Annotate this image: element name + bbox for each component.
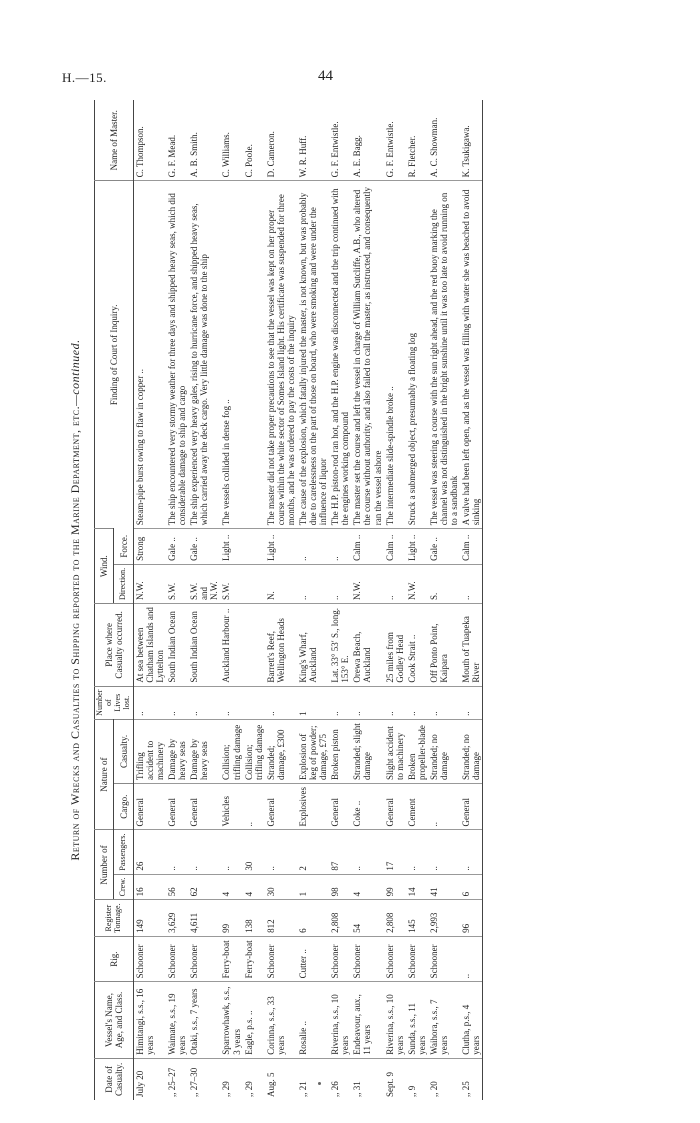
table-row [351,100,383,1100]
cell-passengers: .. [188,830,220,874]
cell-date: ,, 20 [428,1058,460,1100]
cell-force: Gale .. [428,529,460,565]
header-wind: Wind. [95,529,114,604]
cell-cargo: Coke .. [351,783,383,830]
cell-cargo: General [188,783,220,830]
cell-vessel: Waimate, s.s., 19 years [166,982,188,1058]
cell-master: C. Williams. [221,132,232,178]
cell-place: At sea between Chatham Islands and Lyttelton [133,604,166,687]
cell-rig: Ferry-boat [220,936,242,982]
cell-rig: Schooner [188,936,220,982]
cell-passengers: .. [428,830,460,874]
table-row [297,100,329,1100]
table-row [329,100,351,1100]
cell-master: W. R. Huff. [297,135,308,178]
cell-vessel: Riverina, s.s., 10 years [329,982,351,1058]
cell-finding: The ship encountered very stormy weather for three days and shipped heavy seas, which did considerable damage to ship and cargo [166,181,188,529]
cell-finding: The intermediate slide-spindle broke .. [384,181,406,529]
table-row [166,100,188,1100]
cell-cargo: Explosives [297,783,329,830]
header-number-of: Number of [95,830,114,900]
table-row [406,100,428,1100]
cell-lives: .. [188,686,220,719]
cell-force: Gale .. [166,529,188,565]
cell-place: South Indian Ocean [188,604,220,687]
cell-date: Aug. 5 [265,1058,297,1100]
table-row [384,100,406,1100]
cell-finding: The vessel was steering a course with the sun right ahead, and the red buoy marking the channel was not distinguished in the bright sunshine until it was too late to avoid running on to a sandbank [428,181,460,529]
cell-master: K. Tsukigawa. [460,100,483,181]
cell-vessel: Waihora, s.s., 7 years [428,982,460,1058]
cell-direction: .. [460,564,483,603]
cell-crew: 4 [243,874,265,900]
cell-tonnage: 2,993 [428,900,460,936]
cell-force: Calm .. [384,529,406,565]
page-mark [318,1082,321,1085]
table-row [188,100,220,1100]
cell-crew: 41 [428,874,460,900]
cell-place [243,604,265,687]
cell-place: Lat. 33° 53′ S., long. 153° E. [329,604,351,687]
cell-cargo: Cement [406,783,428,830]
cell-force: Light .. [406,529,428,565]
cell-casualty: Trifling accident to machinery [133,719,166,783]
cell-vessel: Sunda, s.s., 11 years [406,982,428,1058]
cell-finding: The cause of the explosion, which fatally injured the master, is not known, but was probably due to carelessness on the part of those on board, who were smoking and were under the influence of liquor [297,181,329,529]
cell-direction: S. [428,564,460,603]
cell-vessel: Eagle, p.s. .. [243,982,265,1058]
cell-crew: 4 [351,874,383,900]
cell-master: C. Thompson. [134,126,145,178]
cell-rig: Schooner [166,936,188,982]
cell-crew: 14 [406,874,428,900]
cell-crew: 1 [297,874,329,900]
cell-cargo: General [133,783,166,830]
cell-tonnage: 812 [265,900,297,936]
header-tonnage: Register Tonnage. [95,900,134,936]
cell-tonnage: 4,611 [188,900,220,936]
cell-passengers: .. [406,830,428,874]
cell-finding: A valve had been left open, and as the vessel was filling with water she was beached to avoid sinking [460,181,483,529]
cell-vessel: Endeavour, aux., 11 years [351,982,383,1058]
cell-lives: .. [220,686,242,719]
cell-casualty: Slight accident to machinery [384,719,406,783]
header-passengers: Passengers. [114,830,133,874]
header-direction: Direction. [114,564,133,603]
header-rig: Rig. [95,936,134,982]
cell-crew: 62 [188,874,220,900]
header-finding: Finding of Court of Inquiry. [95,181,134,529]
header-crew: Crew. [114,874,133,900]
cell-cargo: .. [428,783,460,830]
cell-date: ,, 21 [297,1058,329,1100]
cell-casualty: Broken propeller-blade [406,719,428,783]
cell-direction: S.W. [220,564,242,603]
cell-place: Mouth of Tuapeka River [460,604,483,687]
table-row [460,100,483,1100]
cell-master: G. F. Entwistle. [330,121,341,178]
page-id: H.—15. [62,70,107,85]
table-title: Return of Wrecks and Casualties to Shipping reported to the Marine Department, etc.—continued. [68,339,82,861]
cell-crew: 16 [133,874,166,900]
cell-finding: The ship experienced very heavy gales, rising to hurricane force, and shipped heavy seas, which carried away the deck cargo. Very little damage was done to the ship [188,181,220,529]
cell-master: A. E. Bagg. [352,135,363,178]
cell-direction: N.W. [133,564,166,603]
cell-date: ,, 29 [243,1058,265,1100]
cell-vessel: Corinna, s.s., 33 years [265,982,297,1058]
cell-master: D. Cameron. [265,131,276,178]
cell-lives: .. [428,686,460,719]
cell-date: ,, 25 [460,1058,483,1100]
cell-direction: .. [384,564,406,603]
cell-place: Barrett's Reef, Wellington Heads [265,604,297,687]
cell-passengers: .. [265,830,297,874]
cell-master: C. Poole. [243,144,254,178]
cell-cargo: General [265,783,297,830]
cell-master: A. B. Smith. [189,132,200,178]
cell-rig: Schooner [428,936,460,982]
cell-date: Sept. 9 [384,1058,406,1100]
cell-lives [243,686,265,719]
cell-direction: N.W. [351,564,383,603]
cell-passengers: 87 [329,830,351,874]
cell-place: Auckland Harbour .. [220,604,242,687]
cell-master: G. F. Entwistle. [384,121,395,178]
table-row [133,100,166,1100]
cell-force: Light .. [220,529,242,565]
cell-tonnage: 3,629 [166,900,188,936]
cell-vessel: Riverina, s.s., 10 years [384,982,406,1058]
cell-passengers: 17 [384,830,406,874]
cell-casualty: Damage by heavy seas [188,719,220,783]
cell-tonnage: 99 [220,900,242,936]
cell-tonnage: 2,808 [329,900,351,936]
cell-passengers: .. [460,830,483,874]
cell-passengers: 2 [297,830,329,874]
cell-direction [243,564,265,603]
cell-place: Orewa Beach, Auckland [351,604,383,687]
header-master: Name of Master. [95,100,134,181]
cell-date: ,, 26 [329,1058,351,1100]
cell-place: Off Ponto Point, Kaipara [428,604,460,687]
cell-finding: The H.P. piston-rod ran hot, and the H.P. engine was disconnected and the trip continued with the engines working compound [329,181,351,529]
cell-date: ,, 29 [220,1058,242,1100]
cell-cargo: General [166,783,188,830]
cell-casualty: Explosion of keg of powder; damage, £75 [297,719,329,783]
cell-force: .. [329,529,351,565]
cell-tonnage: 2,808 [384,900,406,936]
cell-crew: 99 [384,874,406,900]
table-row [243,100,265,1100]
cell-casualty: Stranded; no damage [428,719,460,783]
cell-date: ,, 27–30 [188,1058,220,1100]
cell-rig: Schooner [384,936,406,982]
returns-table [94,100,483,1100]
cell-passengers: .. [166,830,188,874]
rotated-table-area [58,100,498,1100]
cell-finding: The master did not take proper precautions to see that the vessel was kept on her proper course within the white sector of Somes Island light. His certificate was suspended for three months, and he was ordered to pay the costs of the inquiry [265,181,297,529]
cell-direction: S.W. and N.W. [188,564,220,603]
cell-force: .. [297,529,329,565]
cell-lives: 1 [297,686,329,719]
cell-casualty: Broken piston [329,719,351,783]
cell-crew: 4 [220,874,242,900]
cell-rig: Schooner [329,936,351,982]
cell-rig: Schooner [133,936,166,982]
page-number: 44 [318,68,333,84]
cell-lives: .. [265,686,297,719]
cell-direction: .. [297,564,329,603]
cell-force: Gale .. [188,529,220,565]
cell-finding: Steam-pipe burst owing to flaw in copper .. [133,181,166,529]
cell-tonnage: 145 [406,900,428,936]
cell-direction: N.W. [406,564,428,603]
cell-rig: Schooner [351,936,383,982]
cell-lives: .. [351,686,383,719]
header-date: Date of Casualty. [95,1058,134,1100]
cell-tonnage: 96 [460,900,483,936]
cell-force: Calm .. [351,529,383,565]
cell-lives: .. [460,686,483,719]
cell-passengers: .. [220,830,242,874]
cell-rig: Ferry-boat [243,936,265,982]
cell-casualty: Stranded; no damage [460,719,483,783]
cell-place: King's Wharf, Auckland [297,604,329,687]
table-row [265,100,297,1100]
cell-force: Strong [133,529,166,565]
cell-tonnage: 138 [243,900,265,936]
cell-vessel: Himitangi, s.s., 16 years [133,982,166,1058]
cell-master: R. Fletcher. [406,135,417,178]
header-vessel: Vessel's Name, Age, and Class. [95,982,134,1058]
rotated-content [58,100,498,1100]
cell-vessel: Sparrowhawk, s.s., 3 years [220,982,242,1058]
cell-lives: .. [406,686,428,719]
cell-rig: Schooner [265,936,297,982]
cell-casualty: Stranded; damage, £300 [265,719,297,783]
cell-casualty: Collision; trifling damage [220,719,242,783]
cell-force [243,529,265,565]
cell-passengers: .. [351,830,383,874]
cell-place: South Indian Ocean [166,604,188,687]
cell-crew: 6 [460,874,483,900]
cell-direction: N. [265,564,297,603]
cell-casualty: Stranded; slight damage [351,719,383,783]
cell-lives: .. [329,686,351,719]
cell-place: 25 miles from Godley Head [384,604,406,687]
cell-passengers: 26 [133,830,166,874]
cell-casualty: Collision; trifling damage [243,719,265,783]
header-place: Place where Casualty occurred. [95,604,134,687]
cell-direction: S.W. [166,564,188,603]
cell-crew: 56 [166,874,188,900]
cell-date: ,, 31 [351,1058,383,1100]
cell-finding [243,181,265,529]
cell-master: G. F. Mead. [167,134,178,178]
cell-direction: .. [329,564,351,603]
cell-rig: .. [460,936,483,982]
cell-casualty: Damage by heavy seas [166,719,188,783]
cell-cargo: .. [243,783,265,830]
cell-lives: .. [166,686,188,719]
cell-finding: Struck a submerged object, presumably a floating log [406,181,428,529]
cell-crew: 30 [265,874,297,900]
cell-place: Cook Strait .. [406,604,428,687]
header-force: Force. [114,529,133,565]
cell-crew: 98 [329,874,351,900]
cell-cargo: General [329,783,351,830]
header-lives: Number of Lives lost. [95,686,134,719]
cell-vessel: Otaki, s.s., 7 years [188,982,220,1058]
cell-lives: .. [384,686,406,719]
cell-cargo: Vehicles [220,783,242,830]
cell-cargo: General [384,783,406,830]
cell-date: ,, 9 [406,1058,428,1100]
cell-master: A. C. Showman. [428,117,439,178]
cell-vessel: Rosalie .. [297,982,329,1058]
header-casualty: Casualty. [114,719,133,783]
cell-vessel: Clutha, p.s., 4 years [460,982,483,1058]
cell-rig: Cutter .. [297,936,329,982]
cell-finding: The vessels collided in dense fog .. [220,181,242,529]
cell-date: July 20 [133,1058,166,1100]
cell-date: ,, 25–27 [166,1058,188,1100]
cell-cargo: General [460,783,483,830]
cell-passengers: 30 [243,830,265,874]
table-row [220,100,242,1100]
cell-tonnage: 6 [297,900,329,936]
header-nature-of: Nature of [95,719,114,830]
cell-lives: .. [133,686,166,719]
cell-tonnage: 54 [351,900,383,936]
cell-force: Calm .. [460,529,483,565]
cell-rig: Schooner [406,936,428,982]
table-row [428,100,460,1100]
cell-force: Light .. [265,529,297,565]
cell-tonnage: 149 [133,900,166,936]
cell-finding: The master set the course and left the vessel in charge of William Sutcliffe, A.B., who altered the course without authority, and also failed to call the master, as instructed, and consequently ran the vessel ashore [351,181,383,529]
header-cargo: Cargo. [114,783,133,830]
